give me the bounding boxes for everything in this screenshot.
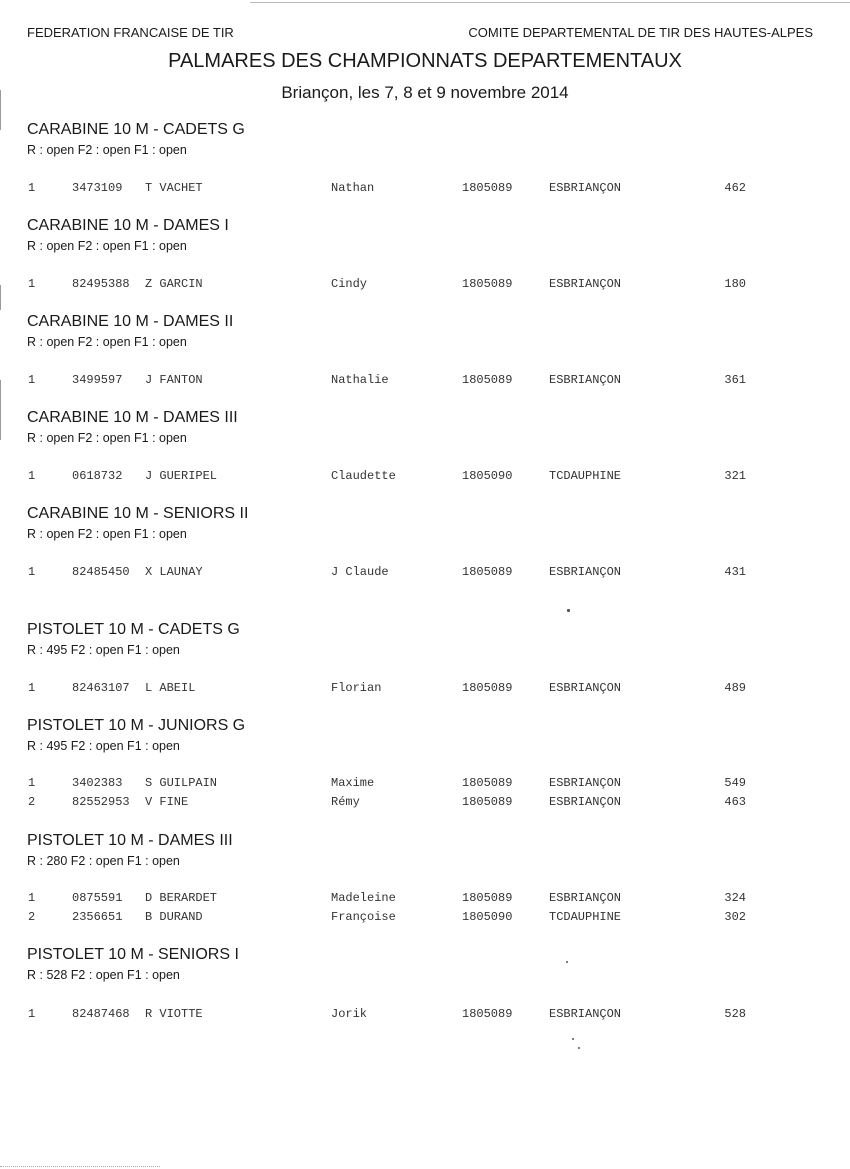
rank-cell: 1 xyxy=(28,891,36,905)
rank-cell: 2 xyxy=(28,910,36,924)
name-cell: J FANTON xyxy=(145,373,203,387)
name-cell: Z GARCIN xyxy=(145,277,203,291)
score-cell: 462 xyxy=(724,181,746,195)
event-title: PISTOLET 10 M - SENIORS I xyxy=(27,946,239,963)
club-name-cell: ESBRIANÇON xyxy=(549,1007,622,1021)
event-rules: R : open F2 : open F1 : open xyxy=(27,527,187,541)
club-name-cell: ESBRIANÇON xyxy=(549,891,622,905)
firstname-cell: Jorik xyxy=(331,1007,368,1021)
result-row xyxy=(0,565,850,584)
event-title: PISTOLET 10 M - JUNIORS G xyxy=(27,717,246,734)
score-cell: 361 xyxy=(724,373,746,387)
club-number-cell: 1805090 xyxy=(462,910,513,924)
rank-cell: 1 xyxy=(28,469,36,483)
club-name-cell: ESBRIANÇON xyxy=(549,373,622,387)
name-cell: L ABEIL xyxy=(145,681,196,695)
licence-cell: 82495388 xyxy=(72,277,130,291)
club-name-cell: ESBRIANÇON xyxy=(549,277,622,291)
firstname-cell: Maxime xyxy=(331,776,375,790)
page-title: PALMARES DES CHAMPIONNATS DEPARTEMENTAUX xyxy=(168,50,682,72)
club-name-cell: TCDAUPHINE xyxy=(549,910,622,924)
firstname-cell: Madeleine xyxy=(331,891,396,905)
name-cell: S GUILPAIN xyxy=(145,776,218,790)
club-name-cell: ESBRIANÇON xyxy=(549,795,622,809)
rank-cell: 1 xyxy=(28,565,36,579)
licence-cell: 82487468 xyxy=(72,1007,130,1021)
result-row xyxy=(0,181,850,200)
firstname-cell: Nathan xyxy=(331,181,375,195)
club-number-cell: 1805089 xyxy=(462,277,513,291)
licence-cell: 82485450 xyxy=(72,565,130,579)
event-title: CARABINE 10 M - DAMES II xyxy=(27,313,234,330)
score-cell: 321 xyxy=(724,469,746,483)
name-cell: J GUERIPEL xyxy=(145,469,218,483)
name-cell: T VACHET xyxy=(145,181,203,195)
score-cell: 180 xyxy=(724,277,746,291)
club-name-cell: TCDAUPHINE xyxy=(549,469,622,483)
club-number-cell: 1805089 xyxy=(462,795,513,809)
score-cell: 528 xyxy=(724,1007,746,1021)
event-rules: R : open F2 : open F1 : open xyxy=(27,143,187,157)
firstname-cell: Rémy xyxy=(331,795,360,809)
committee-name: COMITE DEPARTEMENTAL DE TIR DES HAUTES-ALPES xyxy=(468,25,813,40)
scan-speck xyxy=(578,1047,580,1049)
firstname-cell: Florian xyxy=(331,681,382,695)
scan-speck xyxy=(566,961,568,963)
event-title: CARABINE 10 M - CADETS G xyxy=(27,121,245,138)
name-cell: V FINE xyxy=(145,795,189,809)
result-row xyxy=(0,373,850,392)
rank-cell: 1 xyxy=(28,373,36,387)
club-name-cell: ESBRIANÇON xyxy=(549,681,622,695)
event-rules: R : 280 F2 : open F1 : open xyxy=(27,854,180,868)
event-rules: R : 528 F2 : open F1 : open xyxy=(27,968,180,982)
rank-cell: 1 xyxy=(28,1007,36,1021)
rank-cell: 2 xyxy=(28,795,36,809)
event-title: CARABINE 10 M - DAMES I xyxy=(27,217,229,234)
result-row xyxy=(0,277,850,296)
firstname-cell: Nathalie xyxy=(331,373,389,387)
name-cell: D BERARDET xyxy=(145,891,218,905)
club-name-cell: ESBRIANÇON xyxy=(549,565,622,579)
result-row xyxy=(0,891,850,910)
event-rules: R : 495 F2 : open F1 : open xyxy=(27,739,180,753)
result-row xyxy=(0,681,850,700)
club-name-cell: ESBRIANÇON xyxy=(549,776,622,790)
firstname-cell: Françoise xyxy=(331,910,396,924)
club-number-cell: 1805089 xyxy=(462,565,513,579)
rank-cell: 1 xyxy=(28,681,36,695)
club-number-cell: 1805089 xyxy=(462,1007,513,1021)
result-row xyxy=(0,776,850,795)
scan-speck xyxy=(572,1038,574,1040)
firstname-cell: J Claude xyxy=(331,565,389,579)
name-cell: B DURAND xyxy=(145,910,203,924)
club-number-cell: 1805089 xyxy=(462,891,513,905)
rank-cell: 1 xyxy=(28,776,36,790)
rank-cell: 1 xyxy=(28,277,36,291)
result-row xyxy=(0,910,850,929)
score-cell: 324 xyxy=(724,891,746,905)
scan-speck xyxy=(567,609,570,612)
event-rules: R : open F2 : open F1 : open xyxy=(27,335,187,349)
rank-cell: 1 xyxy=(28,181,36,195)
licence-cell: 0875591 xyxy=(72,891,123,905)
score-cell: 431 xyxy=(724,565,746,579)
firstname-cell: Cindy xyxy=(331,277,368,291)
club-number-cell: 1805089 xyxy=(462,373,513,387)
scan-bottom-line xyxy=(0,1166,160,1167)
result-row xyxy=(0,795,850,814)
licence-cell: 3499597 xyxy=(72,373,123,387)
event-rules: R : 495 F2 : open F1 : open xyxy=(27,643,180,657)
score-cell: 302 xyxy=(724,910,746,924)
licence-cell: 3402383 xyxy=(72,776,123,790)
club-number-cell: 1805089 xyxy=(462,181,513,195)
event-title: PISTOLET 10 M - CADETS G xyxy=(27,621,240,638)
scan-top-line xyxy=(250,2,850,3)
result-row xyxy=(0,1007,850,1026)
score-cell: 463 xyxy=(724,795,746,809)
event-rules: R : open F2 : open F1 : open xyxy=(27,239,187,253)
club-number-cell: 1805090 xyxy=(462,469,513,483)
club-number-cell: 1805089 xyxy=(462,776,513,790)
event-title: PISTOLET 10 M - DAMES III xyxy=(27,832,233,849)
licence-cell: 3473109 xyxy=(72,181,123,195)
federation-name: FEDERATION FRANCAISE DE TIR xyxy=(27,25,234,40)
club-name-cell: ESBRIANÇON xyxy=(549,181,622,195)
event-title: CARABINE 10 M - DAMES III xyxy=(27,409,238,426)
licence-cell: 0618732 xyxy=(72,469,123,483)
firstname-cell: Claudette xyxy=(331,469,396,483)
page-subtitle: Briançon, les 7, 8 et 9 novembre 2014 xyxy=(281,83,569,102)
club-number-cell: 1805089 xyxy=(462,681,513,695)
result-row xyxy=(0,469,850,488)
name-cell: R VIOTTE xyxy=(145,1007,203,1021)
licence-cell: 82463107 xyxy=(72,681,130,695)
event-rules: R : open F2 : open F1 : open xyxy=(27,431,187,445)
name-cell: X LAUNAY xyxy=(145,565,203,579)
event-title: CARABINE 10 M - SENIORS II xyxy=(27,505,249,522)
licence-cell: 2356651 xyxy=(72,910,123,924)
score-cell: 489 xyxy=(724,681,746,695)
licence-cell: 82552953 xyxy=(72,795,130,809)
score-cell: 549 xyxy=(724,776,746,790)
